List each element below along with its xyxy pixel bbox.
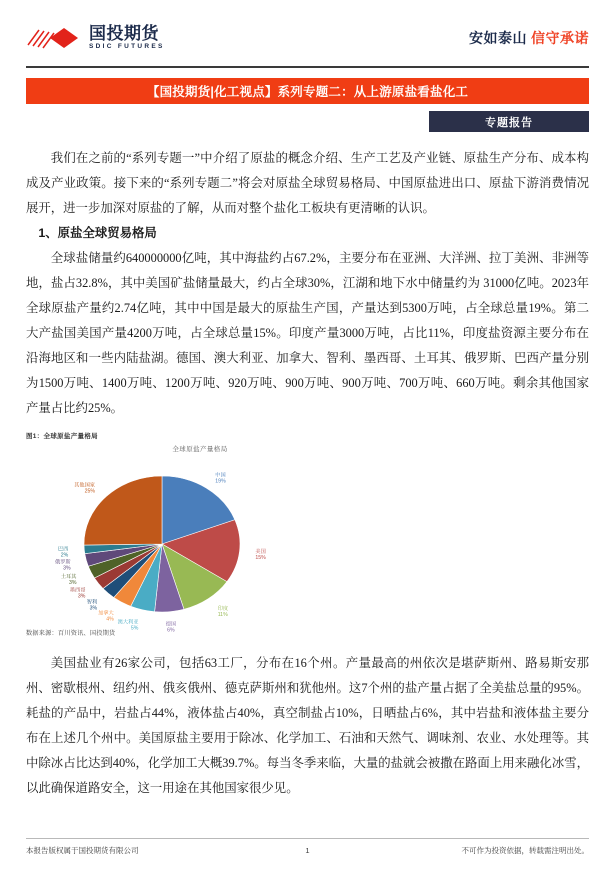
pie-slice-label: 中国 19% [215,472,226,485]
page-header [26,0,589,66]
pie-chart-svg [50,442,350,634]
pie-chart [50,442,350,634]
sdic-logo-icon [26,25,82,51]
footer-row [26,845,589,856]
figure-caption: 图1：全球原盐产量格局 [26,433,98,440]
page-number: 1 [305,846,310,855]
report-title-banner [26,78,589,104]
pie-slice-label: 土耳其 3% [60,574,77,587]
pie-slice-label: 巴西 2% [57,546,69,559]
slogan-part-red: 信守承诺 [531,30,589,46]
pie-slice-label: 澳大利亚 5% [117,619,139,632]
pie-slice-label: 加拿大 4% [98,610,114,623]
pie-slice-label: 其他国家 25% [74,482,95,495]
pie-slice-label: 美国 15% [255,549,266,562]
badge-row [26,111,589,132]
pie-slice-label: 智利 3% [86,599,98,612]
brand-logo [26,25,165,51]
paragraph-us-salt-industry: 美国盐业有26家公司，包括63工厂，分布在16个州。产量最高的州依次是堪萨斯州、路易斯安那州、密歇根州、纽约州、俄亥俄州、德克萨斯州和犹他州。这7个州的盐产量占据了全美盐总量的95%。耗盐的产品中，岩盐占44%，液体盐占40%，真空制盐占10%，日晒盐占6%，其中岩盐和液体盐主要分布在上述几个州中。美国原盐主要用于除冰、化学加工、石油和天然气、调味剂、农业、水处理等。其中除冰占比达到40%，化学加工大概39.7%。每当冬季来临，大量的盐就会被撒在路面上用来融化冰雪，以此确保道路安全，这一用途在其他国家很少见。 [26,656,589,795]
pie-slice-label: 俄罗斯 3% [55,559,71,572]
company-slogan [469,28,589,48]
report-type-label: 专题报告 [485,116,533,129]
section-heading-1: 1、原盐全球贸易格局 [38,226,157,240]
page-footer [26,838,589,856]
footer-copyright: 本报告版权属于国投期货有限公司 [26,846,139,855]
chart-title: 全球原盐产量格局 [172,446,228,453]
pie-slice-label: 墨西哥 3% [69,587,86,600]
intro-paragraph: 我们在之前的“系列专题一”中介绍了原盐的概念介绍、生产工艺及产业链、原盐生产分布、成本构成及产业政策。接下来的“系列专题二”将会对原盐全球贸易格局、中国原盐进出口、原盐下游消费情况展开，进一步加深对原盐的了解，从而对整个盐化工板块有更清晰的认识。 [26,151,589,215]
figure-1 [26,431,589,637]
footer-divider [26,838,589,839]
brand-name-cn: 国投期货 [89,24,159,44]
document-body [26,146,589,801]
pie-slice-label: 印度 11% [217,606,229,618]
paragraph-global-salt-reserves: 全球盐储量约640000000亿吨，其中海盐约占67.2%，主要分布在亚洲、大洋洲、拉丁美洲、非洲等地，盐占32.8%，其中美国矿盐储量最大，约占全球30%，江湖和地下水中储量约为 31000亿吨。2023年全球原盐产量约2.74亿吨，其中中国是最大的原盐生产国，产量达到5300万吨，占全球总量19%。第二大产盐国美国产量4200万吨，占全球总量15%。印度产量3000万吨，占比11%，印度盐资源主要分布在沿海地区和一些内陆盐湖。德国、澳大利亚、加拿大、智利、墨西哥、土耳其、俄罗斯、巴西产量分别为1500万吨、1400万吨、1200万吨、920万吨、900万吨、900万吨、700万吨、660万吨。剩余其他国家产量占比约25%。 [26,251,589,415]
footer-disclaimer: 不可作为投资依据，转载需注明出处。 [461,846,590,855]
brand-text [89,25,165,51]
report-type-badge [429,111,589,132]
tail-area [26,651,589,801]
pie-slice-label: 德国 6% [165,621,177,634]
brand-name-en: SDIC FUTURES [89,43,165,51]
header-divider [26,66,589,68]
slogan-part-dark: 安如泰山 [469,30,527,46]
pie-slice [84,476,162,545]
figure-source: 数据来源：百川资讯、国投期货 [26,630,116,637]
report-title: 【国投期货|化工视点】系列专题二：从上游原盐看盐化工 [146,85,469,99]
